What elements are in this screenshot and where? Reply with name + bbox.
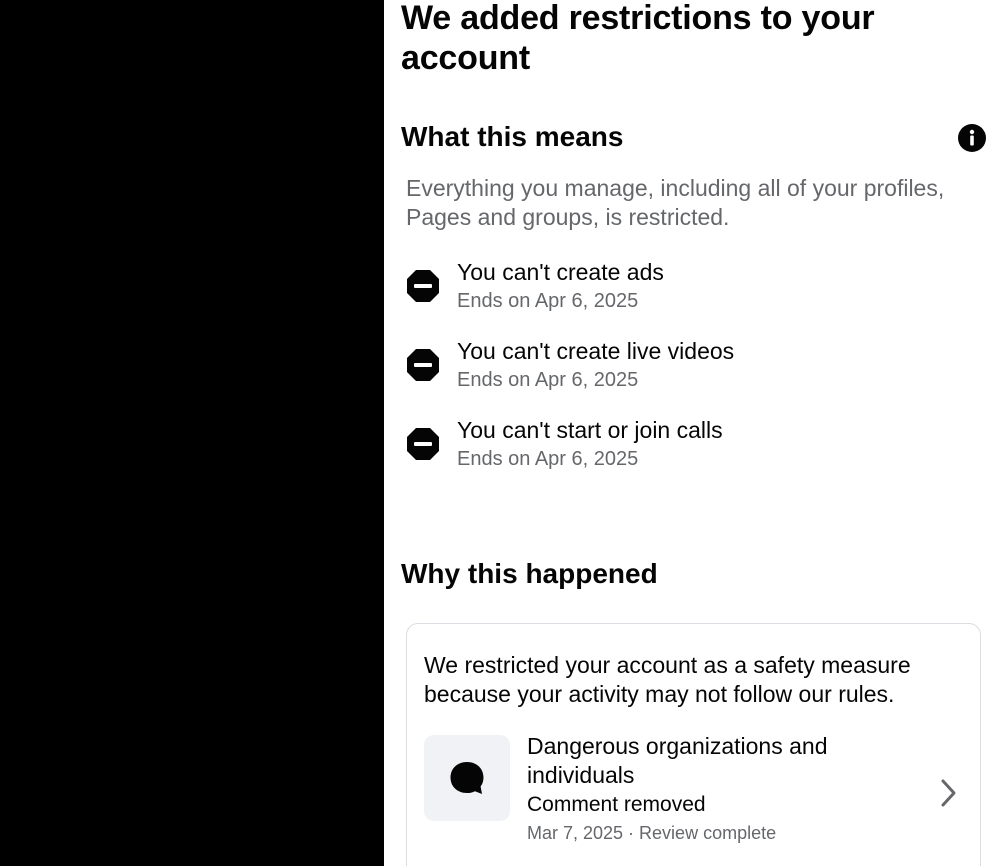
- restriction-description: Everything you manage, including all of your profiles, Pages and groups, is restricted.: [406, 175, 945, 230]
- comment-icon: [449, 760, 485, 796]
- violation-item[interactable]: [407, 732, 979, 852]
- stop-icon: [406, 269, 440, 303]
- chevron-right-icon[interactable]: [938, 776, 960, 810]
- restriction-end-date: Ends on Apr 6, 2025: [457, 369, 639, 391]
- restriction-item-ads: [406, 257, 966, 317]
- restriction-end-date: Ends on Apr 6, 2025: [457, 290, 639, 312]
- page-title: We added restrictions to your account: [401, 0, 875, 77]
- why-this-happened-heading: Why this happened: [401, 558, 658, 589]
- violation-status: Comment removed: [527, 793, 706, 816]
- restriction-item-calls: [406, 415, 966, 475]
- what-this-means-heading: What this means: [401, 121, 624, 152]
- restriction-item-live-videos: [406, 336, 966, 396]
- restriction-end-date: Ends on Apr 6, 2025: [457, 448, 639, 470]
- background-panel: [0, 0, 384, 866]
- violation-icon-box: [424, 735, 510, 821]
- reason-card: [406, 623, 981, 866]
- reason-text: We restricted your account as a safety measure because your activity may not follow our rules.: [424, 652, 911, 707]
- violation-meta: Mar 7, 2025 · Review complete: [527, 823, 777, 843]
- restrictions-sheet: [384, 0, 1000, 866]
- violation-title: Dangerous organizations and individuals: [527, 733, 828, 788]
- restriction-title: You can't create live videos: [457, 338, 735, 364]
- stop-icon: [406, 427, 440, 461]
- info-icon[interactable]: [958, 124, 986, 152]
- stop-icon: [406, 348, 440, 382]
- restriction-title: You can't create ads: [457, 259, 664, 285]
- restriction-title: You can't start or join calls: [457, 417, 723, 443]
